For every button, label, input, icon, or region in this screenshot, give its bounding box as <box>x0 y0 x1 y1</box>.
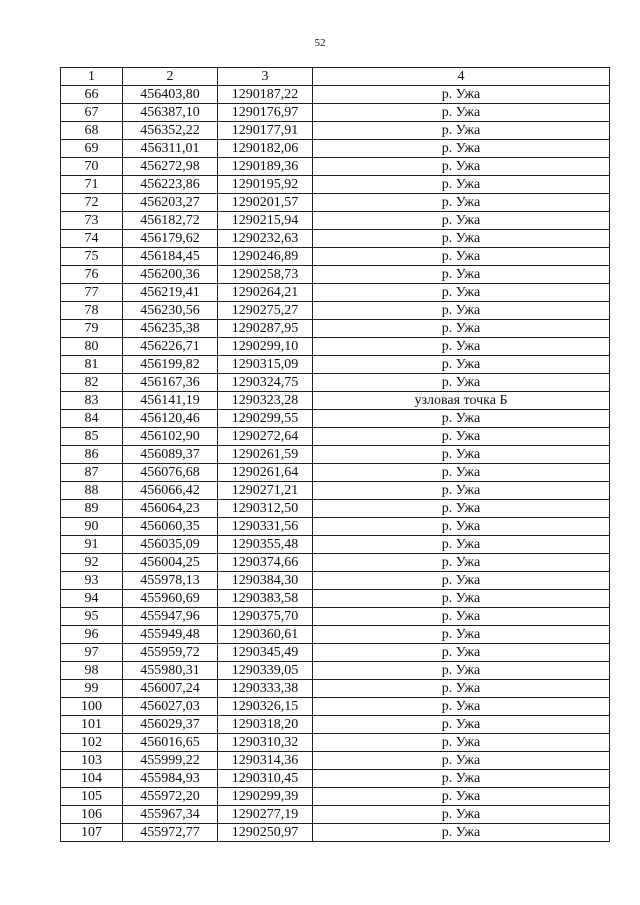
table-row <box>61 554 610 572</box>
y-coordinate-cell: 1290272,64 <box>218 428 313 446</box>
table-row <box>61 410 610 428</box>
description-cell: р. Ужа <box>313 194 610 212</box>
y-coordinate-cell: 1290360,61 <box>218 626 313 644</box>
table-row <box>61 86 610 104</box>
x-coordinate-cell: 455984,93 <box>123 770 218 788</box>
description-cell: узловая точка Б <box>313 392 610 410</box>
table-row <box>61 446 610 464</box>
x-coordinate-cell: 456311,01 <box>123 140 218 158</box>
point-number-cell: 100 <box>61 698 123 716</box>
y-coordinate-cell: 1290324,75 <box>218 374 313 392</box>
table-row <box>61 680 610 698</box>
y-coordinate-cell: 1290246,89 <box>218 248 313 266</box>
description-cell: р. Ужа <box>313 302 610 320</box>
description-cell: р. Ужа <box>313 698 610 716</box>
y-coordinate-cell: 1290374,66 <box>218 554 313 572</box>
x-coordinate-cell: 456184,45 <box>123 248 218 266</box>
description-cell: р. Ужа <box>313 806 610 824</box>
description-cell: р. Ужа <box>313 356 610 374</box>
table-row <box>61 464 610 482</box>
table-row <box>61 608 610 626</box>
y-coordinate-cell: 1290182,06 <box>218 140 313 158</box>
point-number-cell: 69 <box>61 140 123 158</box>
y-coordinate-cell: 1290310,45 <box>218 770 313 788</box>
description-cell: р. Ужа <box>313 338 610 356</box>
y-coordinate-cell: 1290345,49 <box>218 644 313 662</box>
description-cell: р. Ужа <box>313 464 610 482</box>
x-coordinate-cell: 456179,62 <box>123 230 218 248</box>
y-coordinate-cell: 1290250,97 <box>218 824 313 842</box>
point-number-cell: 104 <box>61 770 123 788</box>
description-cell: р. Ужа <box>313 608 610 626</box>
point-number-cell: 80 <box>61 338 123 356</box>
table-row <box>61 482 610 500</box>
description-cell: р. Ужа <box>313 536 610 554</box>
point-number-cell: 79 <box>61 320 123 338</box>
description-cell: р. Ужа <box>313 158 610 176</box>
table-row <box>61 140 610 158</box>
table-row <box>61 356 610 374</box>
table-row <box>61 698 610 716</box>
y-coordinate-cell: 1290177,91 <box>218 122 313 140</box>
y-coordinate-cell: 1290318,20 <box>218 716 313 734</box>
point-number-cell: 99 <box>61 680 123 698</box>
point-number-cell: 83 <box>61 392 123 410</box>
x-coordinate-cell: 455972,20 <box>123 788 218 806</box>
description-cell: р. Ужа <box>313 428 610 446</box>
y-coordinate-cell: 1290299,39 <box>218 788 313 806</box>
description-cell: р. Ужа <box>313 752 610 770</box>
x-coordinate-cell: 455947,96 <box>123 608 218 626</box>
y-coordinate-cell: 1290314,36 <box>218 752 313 770</box>
point-number-cell: 95 <box>61 608 123 626</box>
x-coordinate-cell: 456060,35 <box>123 518 218 536</box>
point-number-cell: 85 <box>61 428 123 446</box>
y-coordinate-cell: 1290333,38 <box>218 680 313 698</box>
point-number-cell: 67 <box>61 104 123 122</box>
point-number-cell: 93 <box>61 572 123 590</box>
point-number-cell: 98 <box>61 662 123 680</box>
point-number-cell: 71 <box>61 176 123 194</box>
point-number-cell: 66 <box>61 86 123 104</box>
description-cell: р. Ужа <box>313 86 610 104</box>
y-coordinate-cell: 1290264,21 <box>218 284 313 302</box>
x-coordinate-cell: 456035,09 <box>123 536 218 554</box>
y-coordinate-cell: 1290275,27 <box>218 302 313 320</box>
y-coordinate-cell: 1290323,28 <box>218 392 313 410</box>
x-coordinate-cell: 456004,25 <box>123 554 218 572</box>
point-number-cell: 87 <box>61 464 123 482</box>
coordinates-table <box>60 67 610 842</box>
x-coordinate-cell: 456226,71 <box>123 338 218 356</box>
table-row <box>61 428 610 446</box>
x-coordinate-cell: 456230,56 <box>123 302 218 320</box>
description-cell: р. Ужа <box>313 140 610 158</box>
y-coordinate-cell: 1290187,22 <box>218 86 313 104</box>
table-row <box>61 644 610 662</box>
table-row <box>61 284 610 302</box>
point-number-cell: 97 <box>61 644 123 662</box>
table-row <box>61 752 610 770</box>
table-row <box>61 536 610 554</box>
header-col-3: 3 <box>218 68 313 86</box>
x-coordinate-cell: 456076,68 <box>123 464 218 482</box>
y-coordinate-cell: 1290261,59 <box>218 446 313 464</box>
y-coordinate-cell: 1290339,05 <box>218 662 313 680</box>
table-row <box>61 212 610 230</box>
table-row <box>61 176 610 194</box>
point-number-cell: 107 <box>61 824 123 842</box>
point-number-cell: 74 <box>61 230 123 248</box>
table-row <box>61 248 610 266</box>
x-coordinate-cell: 456027,03 <box>123 698 218 716</box>
y-coordinate-cell: 1290176,97 <box>218 104 313 122</box>
table-row <box>61 500 610 518</box>
y-coordinate-cell: 1290355,48 <box>218 536 313 554</box>
x-coordinate-cell: 456203,27 <box>123 194 218 212</box>
y-coordinate-cell: 1290375,70 <box>218 608 313 626</box>
point-number-cell: 94 <box>61 590 123 608</box>
table-row <box>61 770 610 788</box>
description-cell: р. Ужа <box>313 284 610 302</box>
table-row <box>61 572 610 590</box>
table-row <box>61 824 610 842</box>
description-cell: р. Ужа <box>313 518 610 536</box>
description-cell: р. Ужа <box>313 626 610 644</box>
x-coordinate-cell: 456199,82 <box>123 356 218 374</box>
point-number-cell: 102 <box>61 734 123 752</box>
y-coordinate-cell: 1290326,15 <box>218 698 313 716</box>
table-row <box>61 626 610 644</box>
point-number-cell: 72 <box>61 194 123 212</box>
x-coordinate-cell: 456141,19 <box>123 392 218 410</box>
description-cell: р. Ужа <box>313 104 610 122</box>
y-coordinate-cell: 1290315,09 <box>218 356 313 374</box>
point-number-cell: 81 <box>61 356 123 374</box>
point-number-cell: 77 <box>61 284 123 302</box>
table-row <box>61 266 610 284</box>
point-number-cell: 88 <box>61 482 123 500</box>
table-row <box>61 194 610 212</box>
y-coordinate-cell: 1290201,57 <box>218 194 313 212</box>
x-coordinate-cell: 456235,38 <box>123 320 218 338</box>
table-row <box>61 122 610 140</box>
description-cell: р. Ужа <box>313 500 610 518</box>
table-row <box>61 338 610 356</box>
y-coordinate-cell: 1290258,73 <box>218 266 313 284</box>
table-row <box>61 302 610 320</box>
description-cell: р. Ужа <box>313 554 610 572</box>
x-coordinate-cell: 455972,77 <box>123 824 218 842</box>
description-cell: р. Ужа <box>313 176 610 194</box>
description-cell: р. Ужа <box>313 446 610 464</box>
point-number-cell: 103 <box>61 752 123 770</box>
description-cell: р. Ужа <box>313 770 610 788</box>
x-coordinate-cell: 455999,22 <box>123 752 218 770</box>
x-coordinate-cell: 456007,24 <box>123 680 218 698</box>
x-coordinate-cell: 456120,46 <box>123 410 218 428</box>
table-row <box>61 374 610 392</box>
y-coordinate-cell: 1290195,92 <box>218 176 313 194</box>
description-cell: р. Ужа <box>313 716 610 734</box>
point-number-cell: 91 <box>61 536 123 554</box>
description-cell: р. Ужа <box>313 662 610 680</box>
table-row <box>61 320 610 338</box>
x-coordinate-cell: 456219,41 <box>123 284 218 302</box>
header-col-1: 1 <box>61 68 123 86</box>
point-number-cell: 96 <box>61 626 123 644</box>
point-number-cell: 106 <box>61 806 123 824</box>
point-number-cell: 73 <box>61 212 123 230</box>
x-coordinate-cell: 456089,37 <box>123 446 218 464</box>
description-cell: р. Ужа <box>313 248 610 266</box>
point-number-cell: 76 <box>61 266 123 284</box>
table-row <box>61 158 610 176</box>
point-number-cell: 70 <box>61 158 123 176</box>
table-row <box>61 662 610 680</box>
point-number-cell: 82 <box>61 374 123 392</box>
description-cell: р. Ужа <box>313 374 610 392</box>
y-coordinate-cell: 1290310,32 <box>218 734 313 752</box>
point-number-cell: 68 <box>61 122 123 140</box>
description-cell: р. Ужа <box>313 482 610 500</box>
description-cell: р. Ужа <box>313 122 610 140</box>
y-coordinate-cell: 1290299,55 <box>218 410 313 428</box>
x-coordinate-cell: 455960,69 <box>123 590 218 608</box>
x-coordinate-cell: 455967,34 <box>123 806 218 824</box>
point-number-cell: 92 <box>61 554 123 572</box>
x-coordinate-cell: 456387,10 <box>123 104 218 122</box>
header-col-2: 2 <box>123 68 218 86</box>
x-coordinate-cell: 456064,23 <box>123 500 218 518</box>
y-coordinate-cell: 1290232,63 <box>218 230 313 248</box>
x-coordinate-cell: 456102,90 <box>123 428 218 446</box>
table-row <box>61 104 610 122</box>
x-coordinate-cell: 455978,13 <box>123 572 218 590</box>
description-cell: р. Ужа <box>313 644 610 662</box>
x-coordinate-cell: 455980,31 <box>123 662 218 680</box>
point-number-cell: 84 <box>61 410 123 428</box>
point-number-cell: 89 <box>61 500 123 518</box>
table-row <box>61 518 610 536</box>
table-row <box>61 716 610 734</box>
x-coordinate-cell: 455959,72 <box>123 644 218 662</box>
description-cell: р. Ужа <box>313 410 610 428</box>
y-coordinate-cell: 1290261,64 <box>218 464 313 482</box>
table-header-row <box>61 68 610 86</box>
x-coordinate-cell: 456182,72 <box>123 212 218 230</box>
description-cell: р. Ужа <box>313 572 610 590</box>
y-coordinate-cell: 1290277,19 <box>218 806 313 824</box>
description-cell: р. Ужа <box>313 266 610 284</box>
table-row <box>61 734 610 752</box>
x-coordinate-cell: 456352,22 <box>123 122 218 140</box>
y-coordinate-cell: 1290384,30 <box>218 572 313 590</box>
header-col-4: 4 <box>313 68 610 86</box>
description-cell: р. Ужа <box>313 824 610 842</box>
y-coordinate-cell: 1290299,10 <box>218 338 313 356</box>
x-coordinate-cell: 456066,42 <box>123 482 218 500</box>
x-coordinate-cell: 456200,36 <box>123 266 218 284</box>
point-number-cell: 78 <box>61 302 123 320</box>
point-number-cell: 86 <box>61 446 123 464</box>
x-coordinate-cell: 456029,37 <box>123 716 218 734</box>
x-coordinate-cell: 456223,86 <box>123 176 218 194</box>
y-coordinate-cell: 1290215,94 <box>218 212 313 230</box>
description-cell: р. Ужа <box>313 590 610 608</box>
table-row <box>61 392 610 410</box>
description-cell: р. Ужа <box>313 320 610 338</box>
y-coordinate-cell: 1290383,58 <box>218 590 313 608</box>
x-coordinate-cell: 456403,80 <box>123 86 218 104</box>
x-coordinate-cell: 456167,36 <box>123 374 218 392</box>
y-coordinate-cell: 1290189,36 <box>218 158 313 176</box>
table-row <box>61 590 610 608</box>
point-number-cell: 75 <box>61 248 123 266</box>
description-cell: р. Ужа <box>313 230 610 248</box>
table-body <box>61 86 610 842</box>
y-coordinate-cell: 1290312,50 <box>218 500 313 518</box>
x-coordinate-cell: 456016,65 <box>123 734 218 752</box>
description-cell: р. Ужа <box>313 734 610 752</box>
x-coordinate-cell: 455949,48 <box>123 626 218 644</box>
point-number-cell: 105 <box>61 788 123 806</box>
page-number: 52 <box>314 37 326 49</box>
description-cell: р. Ужа <box>313 680 610 698</box>
table-row <box>61 230 610 248</box>
table-row <box>61 788 610 806</box>
x-coordinate-cell: 456272,98 <box>123 158 218 176</box>
y-coordinate-cell: 1290331,56 <box>218 518 313 536</box>
y-coordinate-cell: 1290271,21 <box>218 482 313 500</box>
y-coordinate-cell: 1290287,95 <box>218 320 313 338</box>
point-number-cell: 101 <box>61 716 123 734</box>
table-row <box>61 806 610 824</box>
point-number-cell: 90 <box>61 518 123 536</box>
description-cell: р. Ужа <box>313 212 610 230</box>
description-cell: р. Ужа <box>313 788 610 806</box>
